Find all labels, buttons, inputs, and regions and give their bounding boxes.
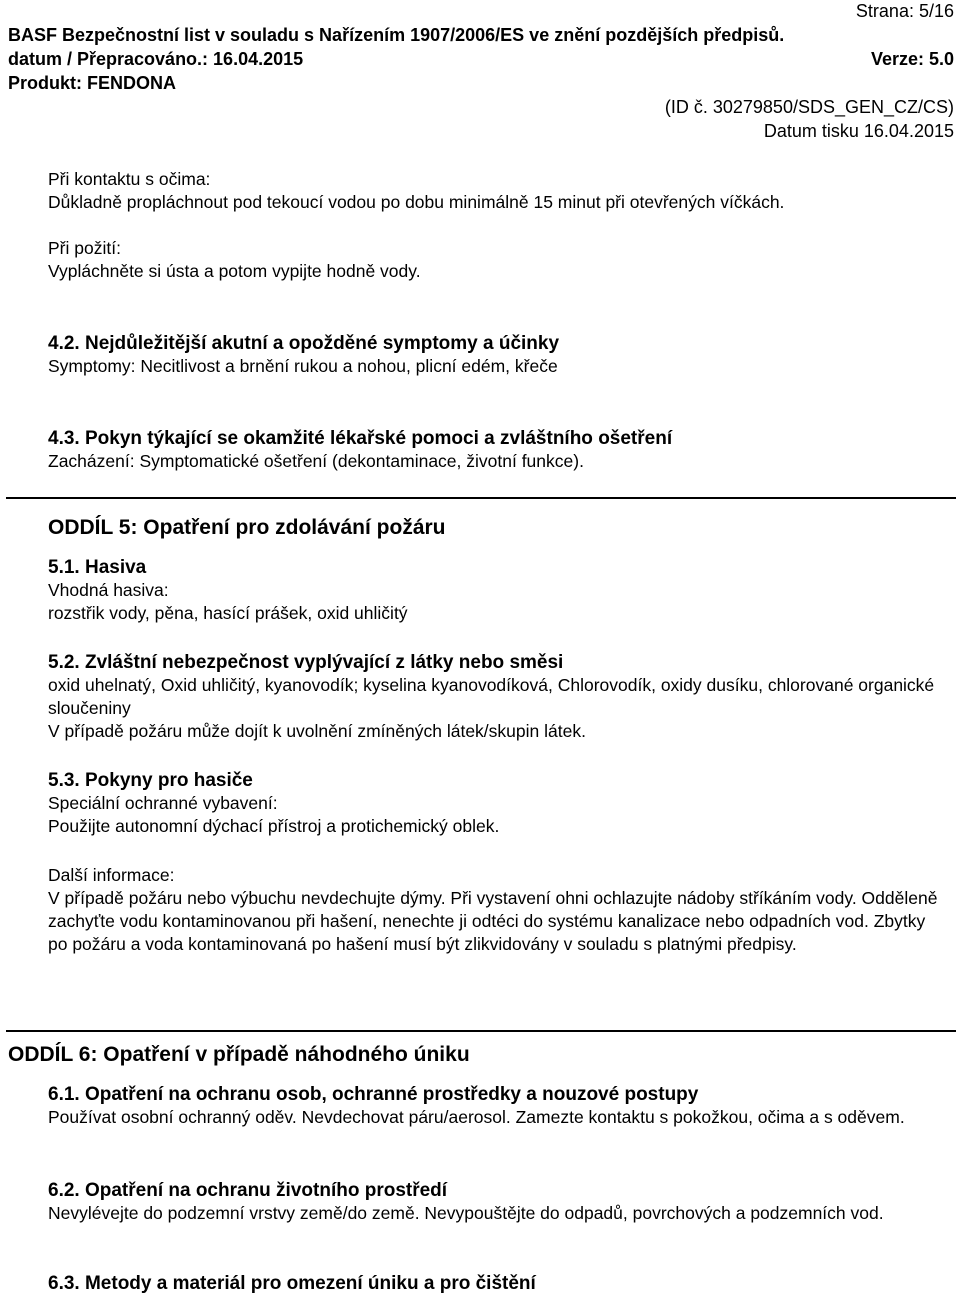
text-5-1a: Vhodná hasiva:: [48, 580, 169, 600]
section-6-3: [48, 1272, 944, 1295]
doc-title: BASF Bezpečnostní list v souladu s Nařízením 1907/2006/ES ve znění pozdějších předpisů.: [8, 25, 785, 45]
text-5-2b: V případě požáru může dojít k uvolnění zmíněných látek/skupin látek.: [48, 721, 586, 741]
section-4-2: [48, 332, 944, 378]
section-5-3: [48, 769, 944, 838]
heading-6-2: 6.2. Opatření na ochranu životního prostředí: [48, 1180, 448, 1201]
text-5-2a: oxid uhelnatý, Oxid uhličitý, kyanovodík; kyselina kyanovodíková, Chlorovodík, oxidy dusíku, chlorované organické sloučeniny: [48, 675, 935, 718]
section-6-1: [48, 1083, 944, 1129]
text-5-3d: V případě požáru nebo výbuchu nevdechujte dýmy. Při vystavení ohni ochlazujte nádoby stříkáním vody. Odděleně zachyťte vodu kontaminovanou při hašení, nenechte ji odtéci do systému kanalizace nebo odpadních vod. Zbytky po požáru a voda kontaminovaná po hašení musí být zlikvidovány v souladu s platnými předpisy.: [48, 888, 938, 954]
section-6-2: [48, 1179, 944, 1225]
text-5-3a: Speciální ochranné vybavení:: [48, 793, 278, 813]
document-id: (ID č. 30279850/SDS_GEN_CZ/CS): [664, 97, 954, 117]
text-6-2: Nevylévejte do podzemní vrstvy země/do země. Nevypouštějte do odpadů, povrchových a podzemních vod.: [48, 1203, 884, 1223]
text-5-1b: rozstřik vody, pěna, hasící prášek, oxid uhličitý: [48, 603, 408, 623]
heading-6-3: 6.3. Metody a materiál pro omezení úniku a pro čištění: [48, 1273, 536, 1294]
version: Verze: 5.0: [870, 49, 954, 69]
section-6-title: ODDÍL 6: Opatření v případě náhodného úniku: [8, 1043, 470, 1066]
heading-5-3: 5.3. Pokyny pro hasiče: [48, 770, 253, 791]
text-5-3c: Další informace:: [48, 865, 175, 885]
section-divider: [6, 497, 956, 499]
product-name: Produkt: FENDONA: [8, 73, 176, 93]
ingestion-text: Vypláchněte si ústa a potom vypijte hodně vody.: [48, 261, 421, 281]
revision-date: datum / Přepracováno.: 16.04.2015: [8, 49, 304, 69]
heading-4-3: 4.3. Pokyn týkající se okamžité lékařské pomoci a zvláštního ošetření: [48, 428, 673, 449]
eye-contact-block: [48, 168, 944, 214]
text-5-3b: Použijte autonomní dýchací přístroj a protichemický oblek.: [48, 816, 500, 836]
text-4-2: Symptomy: Necitlivost a brnění rukou a nohou, plicní edém, křeče: [48, 356, 558, 376]
section-divider: [6, 1030, 956, 1032]
section-5-1: [48, 556, 944, 625]
section-5-2: [48, 651, 944, 743]
heading-6-1: 6.1. Opatření na ochranu osob, ochranné prostředky a nouzové postupy: [48, 1084, 699, 1105]
text-4-3: Zacházení: Symptomatické ošetření (dekontaminace, životní funkce).: [48, 451, 584, 471]
ingestion-block: [48, 237, 944, 283]
revision-row: [8, 48, 954, 70]
heading-4-2: 4.2. Nejdůležitější akutní a opožděné symptomy a účinky: [48, 333, 560, 354]
heading-5-1: 5.1. Hasiva: [48, 557, 147, 578]
page-number: Strana: 5/16: [855, 1, 954, 21]
section-4-3: [48, 427, 944, 473]
eye-contact-label: Při kontaktu s očima:: [48, 169, 211, 189]
print-date: Datum tisku 16.04.2015: [763, 121, 954, 141]
section-5-3-more: [48, 864, 944, 956]
eye-contact-text: Důkladně propláchnout pod tekoucí vodou po dobu minimálně 15 minut při otevřených víčkách.: [48, 192, 785, 212]
ingestion-label: Při požití:: [48, 238, 121, 258]
heading-5-2: 5.2. Zvláštní nebezpečnost vyplývající z látky nebo směsi: [48, 652, 564, 673]
section-5-title: ODDÍL 5: Opatření pro zdolávání požáru: [48, 516, 446, 539]
text-6-1: Používat osobní ochranný oděv. Nevdechovat páru/aerosol. Zamezte kontaktu s pokožkou, očima a s oděvem.: [48, 1107, 905, 1127]
